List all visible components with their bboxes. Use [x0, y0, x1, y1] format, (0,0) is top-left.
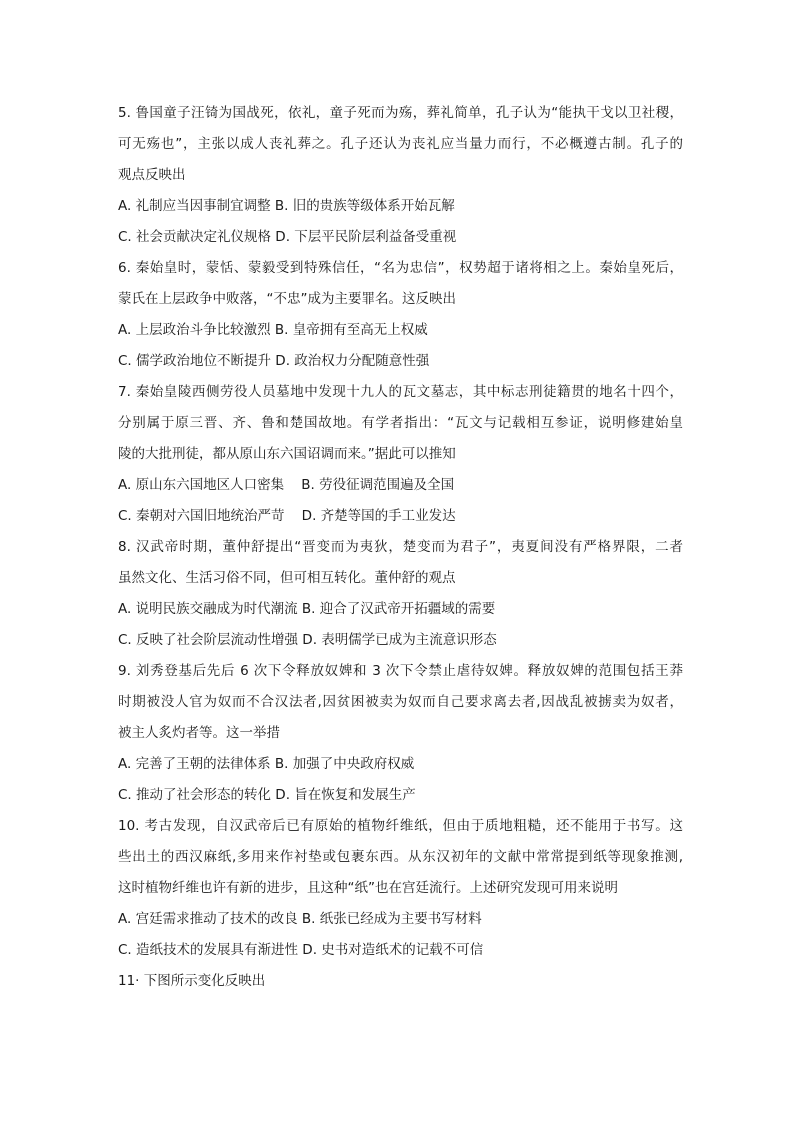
stem-line: 7. 秦始皇陵西侧劳役人员墓地中发现十九人的瓦文墓志，其中标志刑徒籍贯的地名十四个，: [118, 384, 683, 400]
stem-line: 5. 鲁国童子汪锜为国战死，依礼，童子死而为殇，葬礼简单，孔子认为“能执干戈以卫社稷，: [118, 105, 683, 121]
stem-line: 蒙氏在上层政争中败落，“不忠”成为主要罪名。这反映出: [118, 291, 456, 307]
question-9: [118, 656, 683, 811]
answer-options: [118, 191, 683, 253]
stem-line: 10. 考古发现，自汉武帝后已有原始的植物纤维纸，但由于质地粗糙，还不能用于书写。这: [118, 818, 683, 834]
stem-line: 可无殇也”，主张以成人丧礼葬之。孔子还认为丧礼应当量力而行，不必概遵古制。孔子的: [118, 136, 683, 152]
answer-options: [118, 594, 683, 656]
question-10: [118, 811, 683, 966]
question-stem: [118, 811, 683, 904]
option-line: C. 推动了社会形态的转化 D. 旨在恢复和发展生产: [118, 787, 416, 803]
option-line: C. 造纸技术的发展具有渐进性 D. 史书对造纸术的记载不可信: [118, 942, 484, 958]
stem-line: 这时植物纤维也许有新的进步，且这种“纸”也在宫廷流行。上述研究发现可用来说明: [118, 880, 618, 896]
question-5: [118, 98, 683, 253]
answer-options: [118, 904, 683, 966]
stem-line: 被主人炙灼者等。这一举措: [118, 725, 280, 741]
question-7: [118, 377, 683, 532]
stem-line: 6. 秦始皇时，蒙恬、蒙毅受到特殊信任，“名为忠信”，权势超于诸将相之上。秦始皇死后，: [118, 260, 683, 276]
question-stem: [118, 253, 683, 315]
question-stem: [118, 532, 683, 594]
option-line: C. 社会贡献决定礼仪规格 D. 下层平民阶层利益备受重视: [118, 229, 457, 245]
question-stem: [118, 966, 683, 997]
question-8: [118, 532, 683, 656]
stem-line: 时期被没人官为奴而不合汉法者,因贫困被卖为奴而自己要求离去者,因战乱被掳卖为奴者，: [118, 694, 683, 710]
stem-line: 虽然文化、生活习俗不同，但可相互转化。董仲舒的观点: [118, 570, 456, 586]
option-line: A. 礼制应当因事制宜调整 B. 旧的贵族等级体系开始瓦解: [118, 198, 455, 214]
stem-line: 观点反映出: [118, 167, 186, 183]
stem-line: 分别属于原三晋、齐、鲁和楚国故地。有学者指出：“瓦文与记载相互参证，说明修建始皇: [118, 415, 683, 431]
option-line: C. 儒学政治地位不断提升 D. 政治权力分配随意性强: [118, 353, 430, 369]
option-line: A. 说明民族交融成为时代潮流 B. 迎合了汉武帝开拓疆域的需要: [118, 601, 496, 617]
option-line: C. 秦朝对六国旧地统治严苛 D. 齐楚等国的手工业发达: [118, 508, 456, 524]
option-line: A. 原山东六国地区人口密集 B. 劳役征调范围遍及全国: [118, 477, 455, 493]
question-stem: [118, 377, 683, 470]
question-stem: [118, 98, 683, 191]
stem-line: 陵的大批刑徒，都从原山东六国诏调而来。”据此可以推知: [118, 446, 456, 462]
option-line: A. 上层政治斗争比较激烈 B. 皇帝拥有至高无上权威: [118, 322, 428, 338]
answer-options: [118, 315, 683, 377]
option-line: A. 宫廷需求推动了技术的改良 B. 纸张已经成为主要书写材料: [118, 911, 482, 927]
stem-line: 9. 刘秀登基后先后 6 次下令释放奴婢和 3 次下令禁止虐待奴婢。释放奴婢的范围包括王莽: [118, 663, 683, 679]
answer-options: [118, 749, 683, 811]
question-list: [118, 98, 683, 997]
answer-options: [118, 470, 683, 532]
stem-line: 些出土的西汉麻纸,多用来作衬垫或包裹东西。从东汉初年的文献中常常提到纸等现象推测,: [118, 849, 683, 865]
question-11: [118, 966, 683, 997]
question-stem: [118, 656, 683, 749]
option-line: A. 完善了王朝的法律体系 B. 加强了中央政府权威: [118, 756, 415, 772]
option-line: C. 反映了社会阶层流动性增强 D. 表明儒学已成为主流意识形态: [118, 632, 497, 648]
stem-line: 11· 下图所示变化反映出: [118, 973, 266, 989]
question-6: [118, 253, 683, 377]
stem-line: 8. 汉武帝时期，董仲舒提出“晋变而为夷狄，楚变而为君子”，夷夏间没有严格界限，二者: [118, 539, 683, 555]
